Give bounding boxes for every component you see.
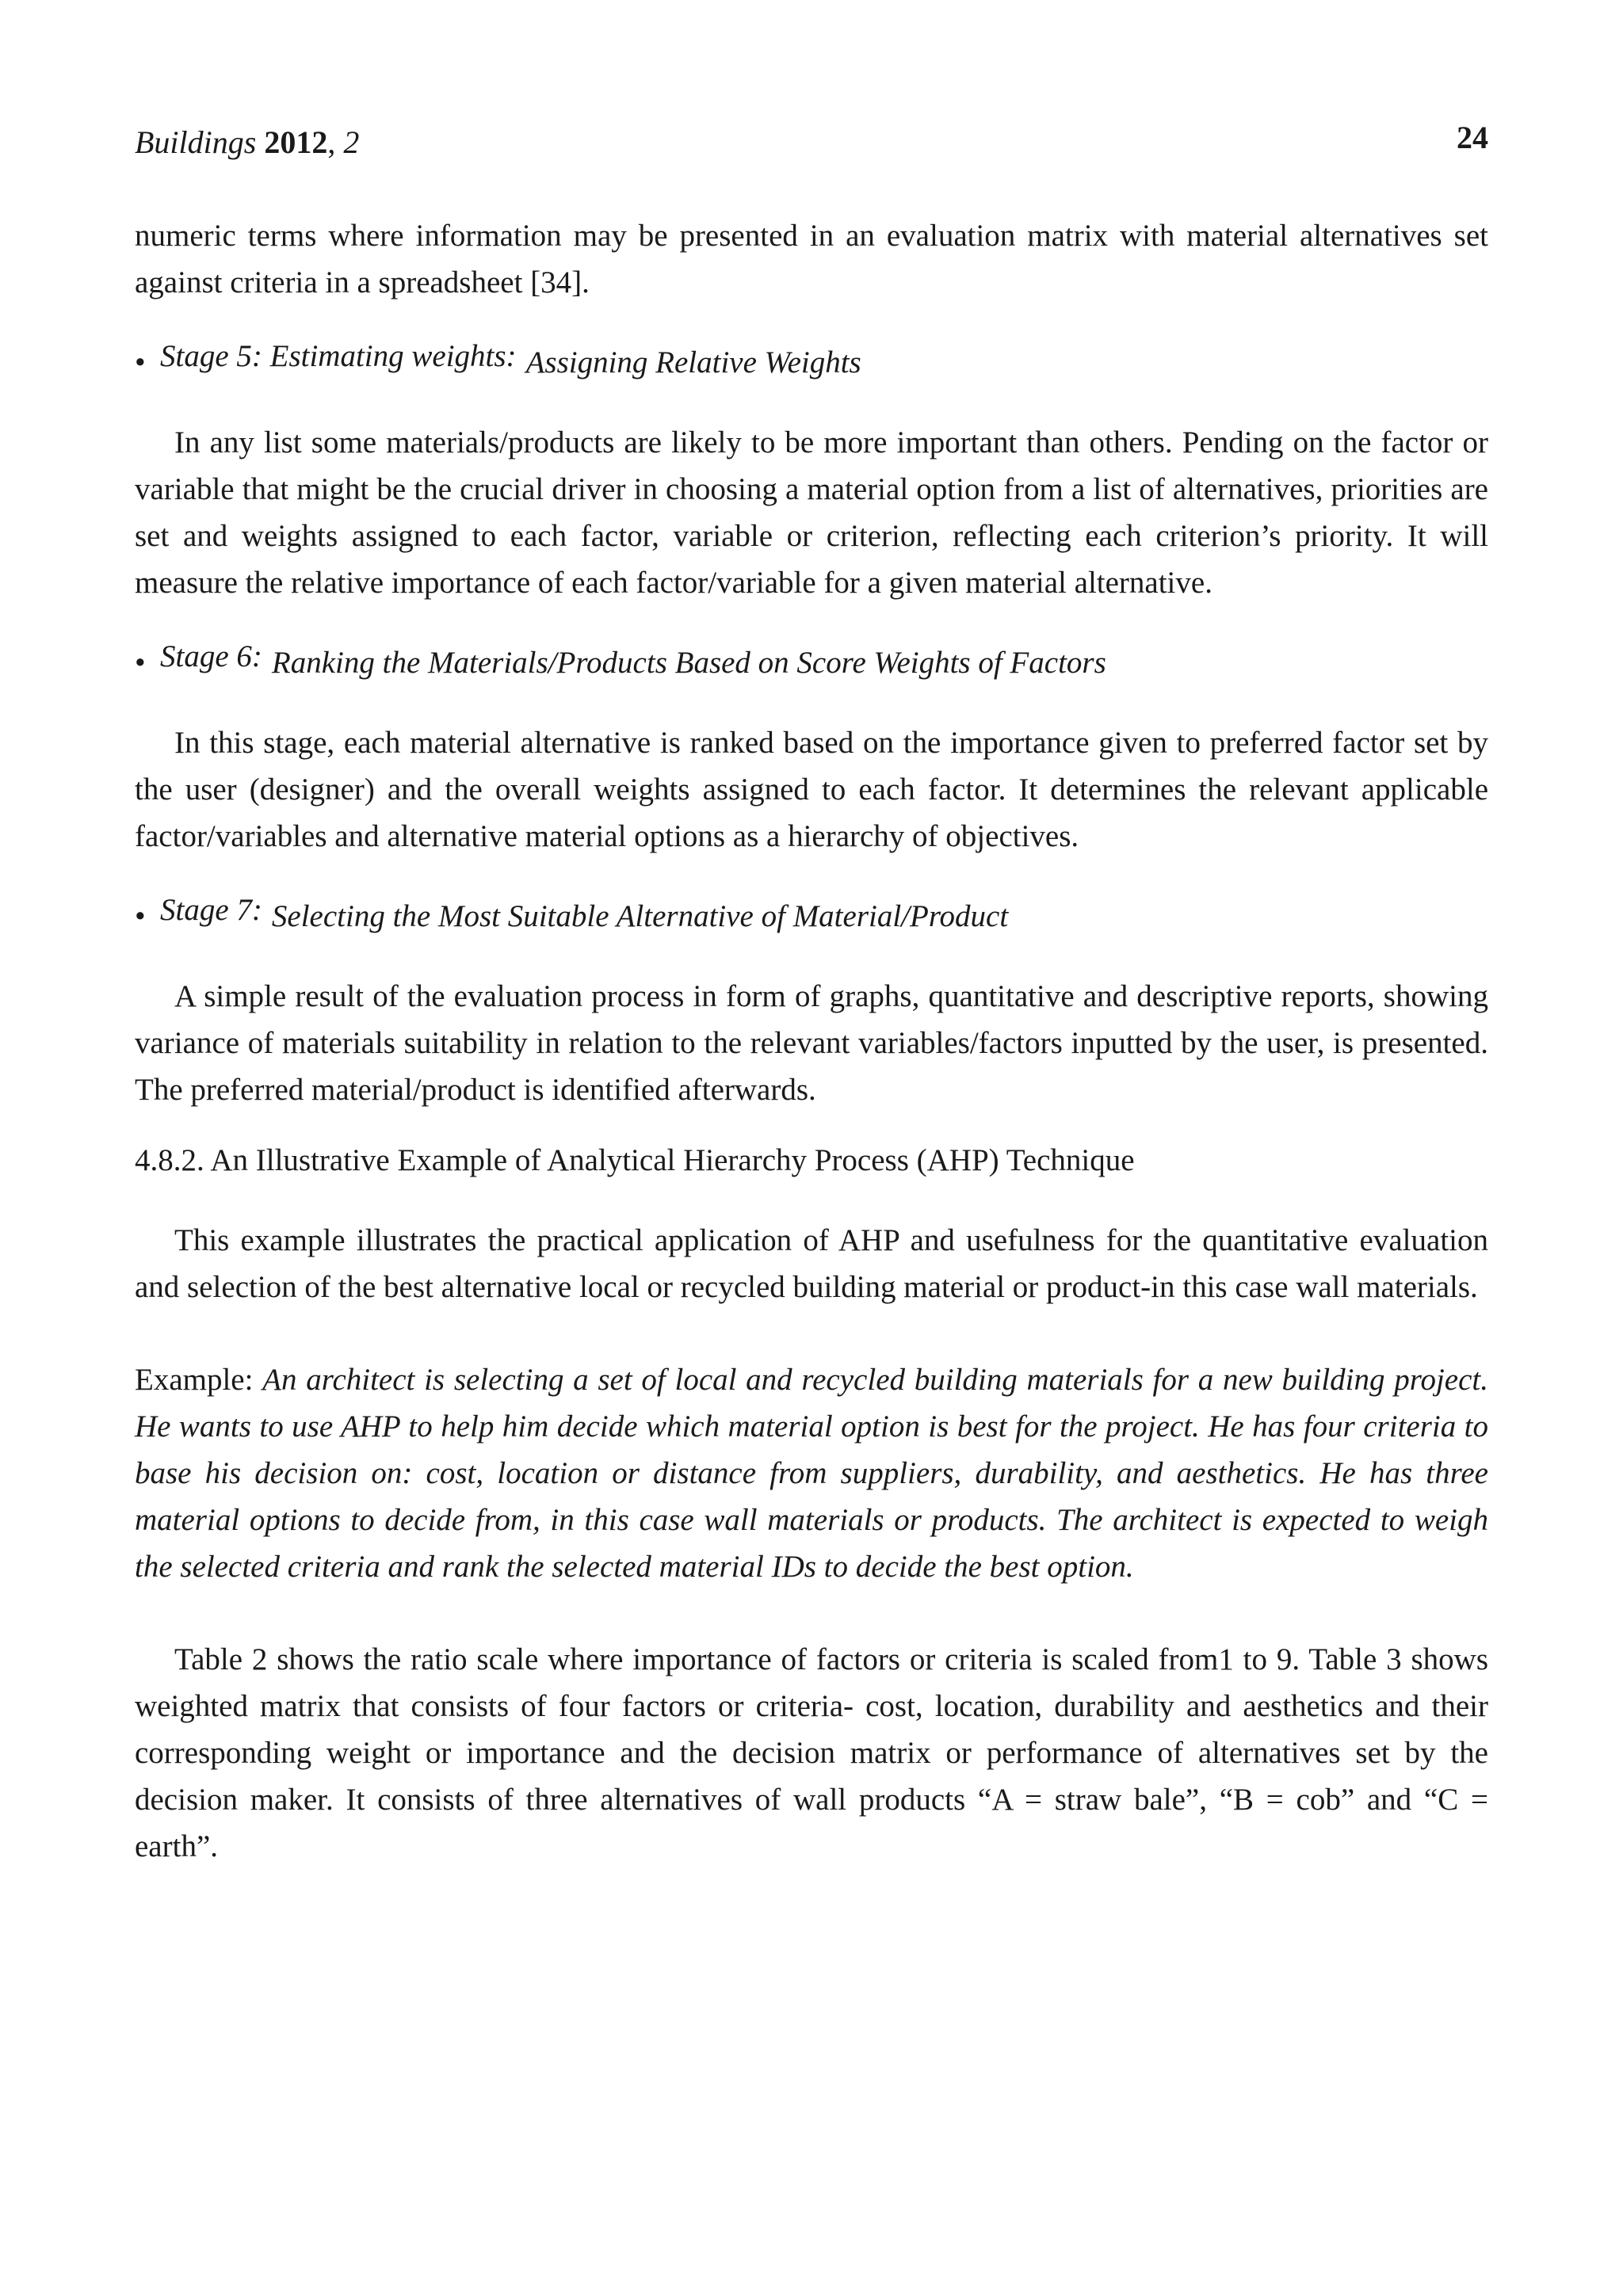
paragraph-example (135, 1356, 1488, 1590)
bullet-icon: • (135, 345, 146, 379)
bullet-icon: • (135, 899, 146, 933)
paragraph-continuation: numeric terms where information may be presented in an evaluation matrix with material alternatives set against criteria in a spreadsheet [34]. (135, 219, 1488, 299)
example-text: An architect is selecting a set of local and recycled building materials for a new building project. He wants to use AHP to help him decide which material option is best for the project. He has four criteria to base his decision on: cost, location or distance from suppliers, durability, and aesthetics. He has three material options to decide from, in this case wall materials or products. The architect is expected to weigh the selected criteria and rank the selected material IDs to decide the best option. (135, 1363, 1488, 1584)
example-label: Example: (135, 1363, 254, 1397)
paragraph-tables: Table 2 shows the ratio scale where importance of factors or criteria is scaled from1 to 9. Table 3 shows weighted matrix that consists of four factors or criteria- cost, location, durability and aesthetics and their corresponding weight or importance and the decision matrix or performance of alternatives set by the decision maker. It consists of three alternatives of wall products “A = straw bale”, “B = cob” and “C = earth”. (135, 1642, 1488, 1863)
bullet-icon: • (135, 646, 146, 680)
journal-volume: 2 (343, 124, 360, 160)
page-header (135, 119, 1488, 166)
paragraph-result: A simple result of the evaluation process in form of graphs, quantitative and descriptive reports, showing variance of materials suitability in relation to the relevant variables/factors inputted by the user, is presented. The preferred material/product is identified afterwards. (135, 979, 1488, 1107)
journal-citation: Buildings 2012, 2 (135, 124, 360, 160)
stage-7-label: Stage 7: (160, 893, 262, 927)
stage-6-label: Stage 6: (160, 639, 262, 673)
journal-name: Buildings (135, 124, 257, 160)
paragraph-ranking: In this stage, each material alternative is ranked based on the importance given to preferred factor set by the user (designer) and the overall weights assigned to each factor. It determines the relevant applicable factor/variables and alternative material options as a hierarchy of objectives. (135, 726, 1488, 853)
stage-7-item (135, 893, 1488, 940)
stage-7-title: Selecting the Most Suitable Alternative of Material/Product (271, 899, 1009, 933)
paragraph-weights: In any list some materials/products are likely to be more important than others. Pending on the factor or variable that might be the crucial driver in choosing a material option from a list of alternatives, priorities are set and weights assigned to each factor, variable or criterion, reflecting each criterion’s priority. It will measure the relative importance of each factor/variable for a given material alternative. (135, 425, 1488, 600)
stage-5-title: Assigning Relative Weights (525, 345, 861, 379)
stage-6-title: Ranking the Materials/Products Based on Score Weights of Factors (271, 646, 1106, 680)
stage-6-item (135, 639, 1488, 686)
journal-year: 2012 (264, 124, 328, 160)
paragraph-example-intro: This example illustrates the practical application of AHP and usefulness for the quantitative evaluation and selection of the best alternative local or recycled building material or product-in this case wall materials. (135, 1223, 1488, 1304)
section-heading: 4.8.2. An Illustrative Example of Analytical Hierarchy Process (AHP) Technique (135, 1143, 1135, 1177)
stage-5-label: Stage 5: Estimating weights: (160, 339, 517, 373)
page-number: 24 (1457, 120, 1488, 155)
page-body (135, 212, 1488, 1870)
stage-5-item (135, 339, 1488, 386)
